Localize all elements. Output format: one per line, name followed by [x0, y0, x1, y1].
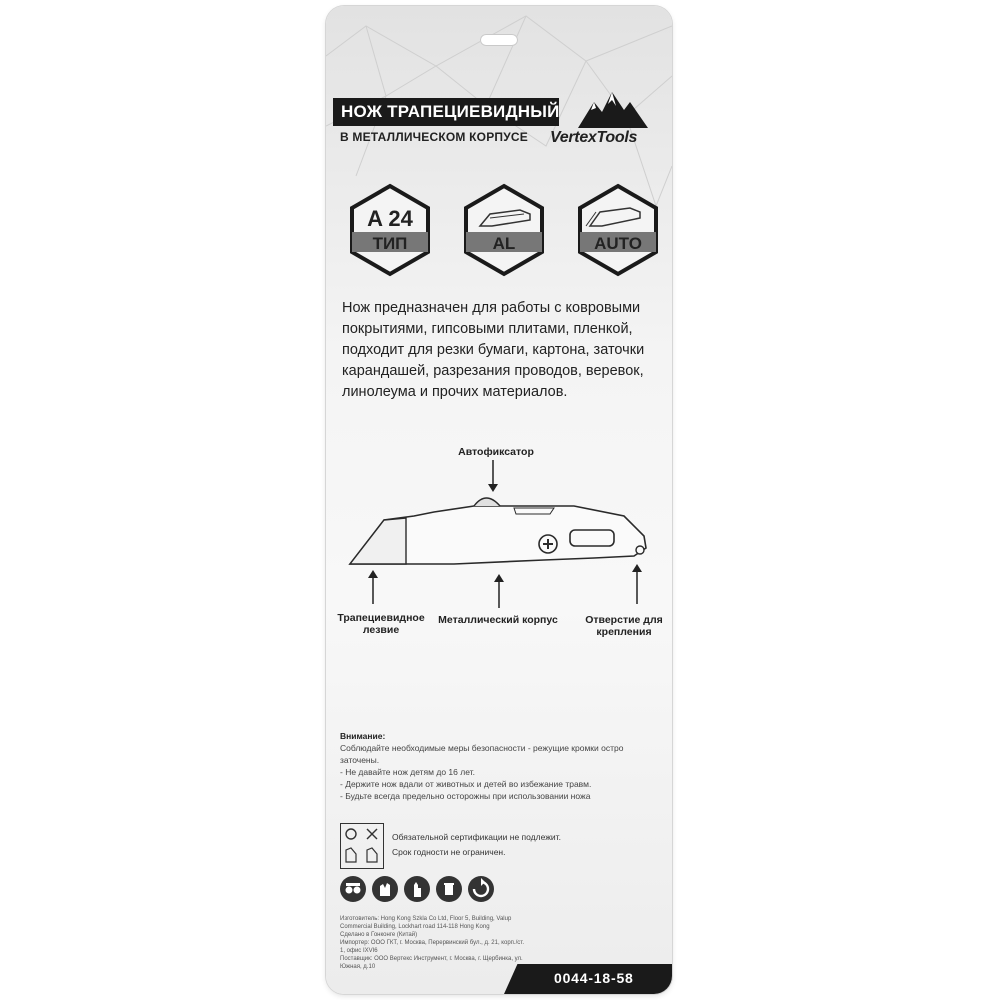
hang-hole — [480, 34, 518, 46]
cross-icon — [367, 829, 377, 839]
badge-aluminum — [460, 182, 548, 278]
label-blade: Трапециевидное лезвие — [337, 612, 425, 636]
fork-icon — [367, 848, 377, 862]
goggles-icon — [340, 876, 366, 902]
storage-symbols-box — [340, 823, 384, 869]
badge-blade-type-label: ТИП — [372, 234, 408, 253]
article-code: 0044-18-58 — [554, 970, 634, 986]
warning-heading: Внимание: — [340, 731, 386, 741]
knife-diagram — [344, 476, 654, 576]
arrow-up-icon — [366, 568, 380, 606]
brand-name: VertexTools — [550, 129, 638, 146]
warning-line: - Будьте всегда предельно осторожны при использовании ножа — [340, 791, 591, 801]
certification-text: Обязательной сертификации не подлежит. Срок годности не ограничен. — [392, 832, 561, 857]
trash-bin-icon — [436, 876, 462, 902]
hand-icon — [404, 876, 430, 902]
manufacturer-info: Изготовитель: Hong Kong Szkla Co Ltd, Floor 5, Building, Valup Commercial Building, Lockhart road 114-118 Hong Kong Сделано в Гонконге (Китай) Импортер: ООО ГКТ, г. Москва, Перервинский бул., д. 21, корп./ст. 1, офис IXVI6 Поставщик: ООО Вертекс Инструмент, г. Москва, г. Щербинка, ул. Южная, д.10 — [340, 916, 524, 970]
product-description: Нож предназначен для работы с ковровыми покрытиями, гипсовыми плитами, пленкой, подходит для резки бумаги, картона, заточки карандашей, разрезания проводов, веревок, линолеума и прочих материалов. — [342, 300, 645, 400]
badge-blade-type-value: A 24 — [367, 206, 413, 231]
badge-aluminum-label: AL — [492, 234, 516, 253]
warning-line: - Не давайте нож детям до 16 лет. — [340, 767, 475, 777]
gloves-icon — [372, 876, 398, 902]
product-title: НОЖ ТРАПЕЦИЕВИДНЫЙ — [333, 98, 559, 126]
arrow-up-icon — [492, 572, 506, 610]
arrow-up-icon — [630, 562, 644, 606]
circle-icon — [346, 829, 356, 839]
warning-block — [340, 730, 640, 802]
product-card — [326, 6, 672, 994]
label-metal-body: Металлический корпус — [438, 614, 558, 626]
badge-auto — [574, 182, 662, 278]
badge-auto-label: AUTO — [594, 234, 642, 253]
warning-line: Соблюдайте необходимые меры безопасности - режущие кромки остро заточены. — [340, 743, 624, 765]
recycle-icon — [468, 876, 494, 902]
glass-icon — [346, 848, 356, 862]
product-subtitle: В МЕТАЛЛИЧЕСКОМ КОРПУСЕ — [340, 130, 528, 144]
label-autolock: Автофиксатор — [458, 446, 534, 458]
label-mount-hole: Отверстие для крепления — [585, 614, 663, 638]
warning-line: - Держите нож вдали от животных и детей во избежание травм. — [340, 779, 592, 789]
badge-blade-type — [346, 182, 434, 278]
